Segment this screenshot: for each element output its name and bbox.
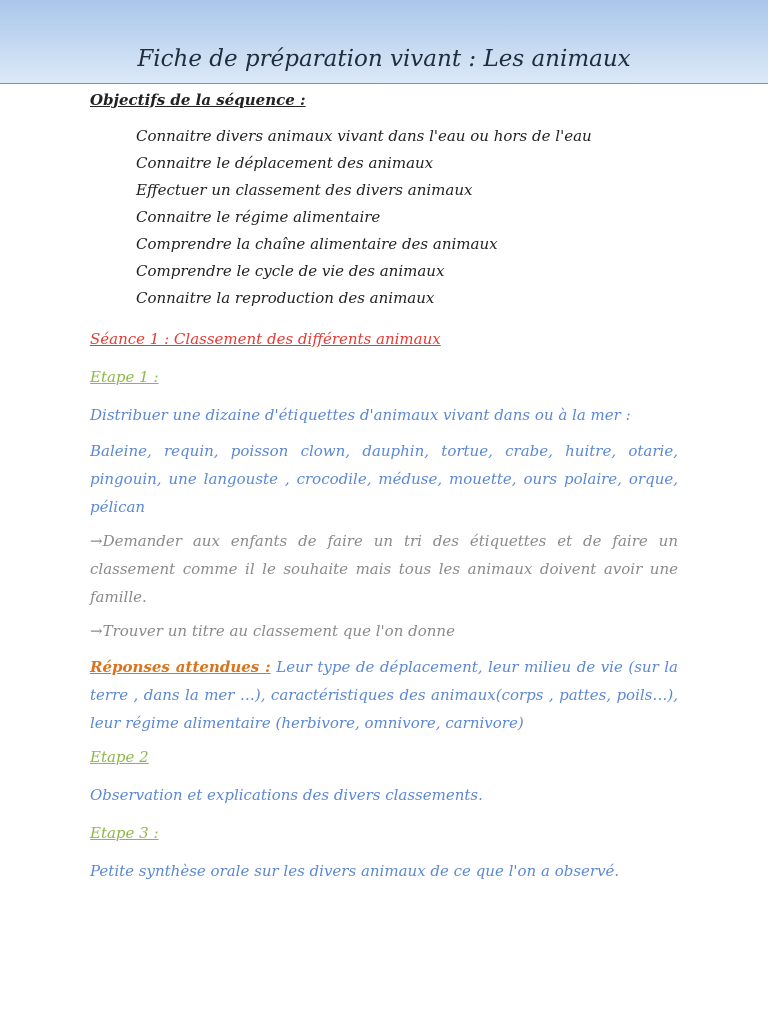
expected-answers	[90, 653, 678, 737]
document-body	[90, 88, 678, 885]
instruction-sort-text: Demander aux enfants de faire un tri des étiquettes et de faire un classement comme il le souhaite mais tous les animaux doivent avoir une famille.	[90, 532, 678, 606]
instruction-title-text: Trouver un titre au classement que l'on donne	[102, 622, 455, 640]
arrow-right-icon: →	[90, 532, 103, 550]
objectives-list	[136, 123, 678, 312]
expected-answers-text: Leur type de déplacement, leur milieu de vie (sur la terre , dans la mer …), caractéristiques des animaux(corps , pattes, poils…), leur régime alimentaire (herbivore, omnivore, carnivore)	[90, 658, 679, 732]
objective-item: Effectuer un classement des divers animaux	[136, 181, 473, 199]
objective-item: Connaitre divers animaux vivant dans l'eau ou hors de l'eau	[136, 127, 592, 145]
etape-2-label: Etape 2	[90, 748, 149, 766]
etape-3-label: Etape 3 :	[90, 824, 159, 842]
page-header	[0, 0, 768, 84]
objective-item: Comprendre le cycle de vie des animaux	[136, 262, 445, 280]
objective-item: Connaitre le déplacement des animaux	[136, 154, 434, 172]
seance-title: Séance 1 : Classement des différents animaux	[90, 330, 441, 348]
etape-3-text: Petite synthèse orale sur les divers animaux de ce que l'on a observé.	[90, 862, 620, 880]
arrow-right-icon: →	[90, 622, 103, 640]
objectives-heading: Objectifs de la séquence :	[90, 91, 306, 109]
objective-item: Comprendre la chaîne alimentaire des animaux	[136, 235, 498, 253]
objective-item: Connaitre le régime alimentaire	[136, 208, 381, 226]
objective-item: Connaitre la reproduction des animaux	[136, 289, 435, 307]
page-title: Fiche de préparation vivant : Les animaux	[137, 46, 631, 72]
etape-1-label: Etape 1 :	[90, 368, 159, 386]
animal-list: Baleine, requin, poisson clown, dauphin, tortue, crabe, huitre, otarie, pingouin, une langouste , crocodile, méduse, mouette, ours polaire, orque, pélican	[90, 442, 678, 516]
expected-answers-label: Réponses attendues :	[90, 658, 271, 676]
instruction-sort	[90, 527, 678, 611]
etape-1-intro: Distribuer une dizaine d'étiquettes d'animaux vivant dans ou à la mer :	[90, 406, 631, 424]
instruction-title	[90, 617, 678, 645]
etape-2-text: Observation et explications des divers classements.	[90, 786, 483, 804]
